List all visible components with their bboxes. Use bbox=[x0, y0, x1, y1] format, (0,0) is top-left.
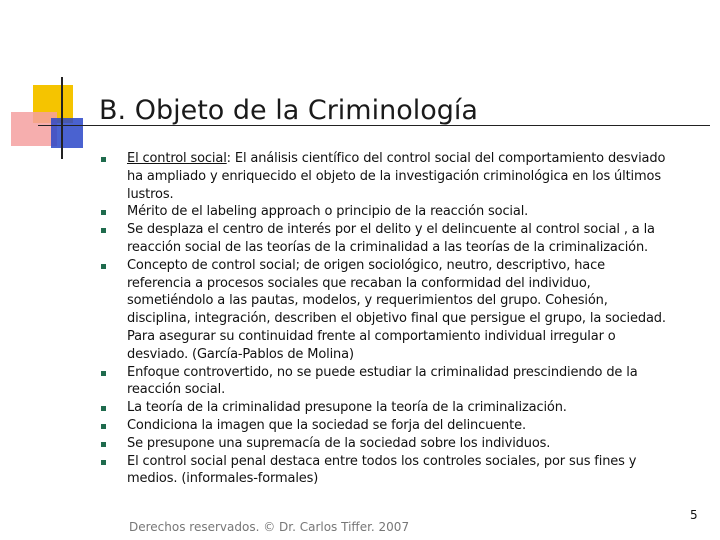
bullet-item bbox=[100, 364, 668, 400]
bullet-text: Enfoque controvertido, no se puede estudiar la criminalidad prescindiendo de la reacción social. bbox=[127, 364, 638, 398]
slide-title: B. Objeto de la Criminología bbox=[99, 95, 478, 126]
bullet-text: La teoría de la criminalidad presupone la teoría de la criminalización. bbox=[127, 400, 567, 416]
bullet-text: Mérito de el labeling approach o principio de la reacción social. bbox=[127, 204, 529, 220]
bullet-item bbox=[100, 417, 668, 435]
bullet-text: Concepto de control social; de origen sociológico, neutro, descriptivo, hace referencia a procesos sociales que recaban la conformidad del individuo, sometiéndolo a las pautas, modelos, y requerimientos del grupo. Cohesión, disciplina, integración, describen el objetivo final que persigue el grupo, la sociedad. Para asegurar su continuidad frente al comportamiento individual irregular o desviado. (García-Pablos de Molina) bbox=[127, 257, 666, 362]
square-bullet-icon bbox=[101, 371, 106, 376]
bullet-item bbox=[100, 150, 668, 203]
bullet-item bbox=[100, 453, 668, 489]
page-number: 5 bbox=[690, 508, 698, 522]
square-bullet-icon bbox=[101, 460, 106, 465]
bullet-text: : El análisis científico del control social del comportamiento desviado ha ampliado y enriquecido el objeto de la investigación criminológica en los últimos lustros. bbox=[127, 151, 666, 202]
bullet-text: Se presupone una supremacía de la sociedad sobre los individuos. bbox=[127, 435, 551, 451]
bullet-item bbox=[100, 435, 668, 453]
decorative-blue-square bbox=[51, 118, 83, 148]
underlined-term: El control social bbox=[127, 151, 227, 166]
square-bullet-icon bbox=[101, 264, 106, 269]
bullet-item bbox=[100, 221, 668, 257]
square-bullet-icon bbox=[101, 228, 106, 233]
square-bullet-icon bbox=[101, 442, 106, 447]
bullet-item bbox=[100, 203, 668, 221]
footer-copyright: Derechos reservados. © Dr. Carlos Tiffer. 2007 bbox=[129, 520, 410, 534]
square-bullet-icon bbox=[101, 406, 106, 411]
bullet-list bbox=[100, 150, 668, 488]
square-bullet-icon bbox=[101, 424, 106, 429]
bullet-text: Se desplaza el centro de interés por el delito y el delincuente al control social , a la reacción social de las teorías de la criminalidad a las teorías de la criminalización. bbox=[127, 222, 655, 255]
square-bullet-icon bbox=[101, 210, 106, 215]
bullet-item bbox=[100, 257, 668, 364]
square-bullet-icon bbox=[101, 157, 106, 162]
bullet-text: El control social penal destaca entre todos los controles sociales, por sus fines y medios. (informales-formales) bbox=[127, 453, 637, 487]
bullet-item bbox=[100, 399, 668, 417]
decorative-vertical-line bbox=[61, 77, 63, 159]
bullet-text: Condiciona la imagen que la sociedad se forja del delincuente. bbox=[127, 417, 526, 433]
